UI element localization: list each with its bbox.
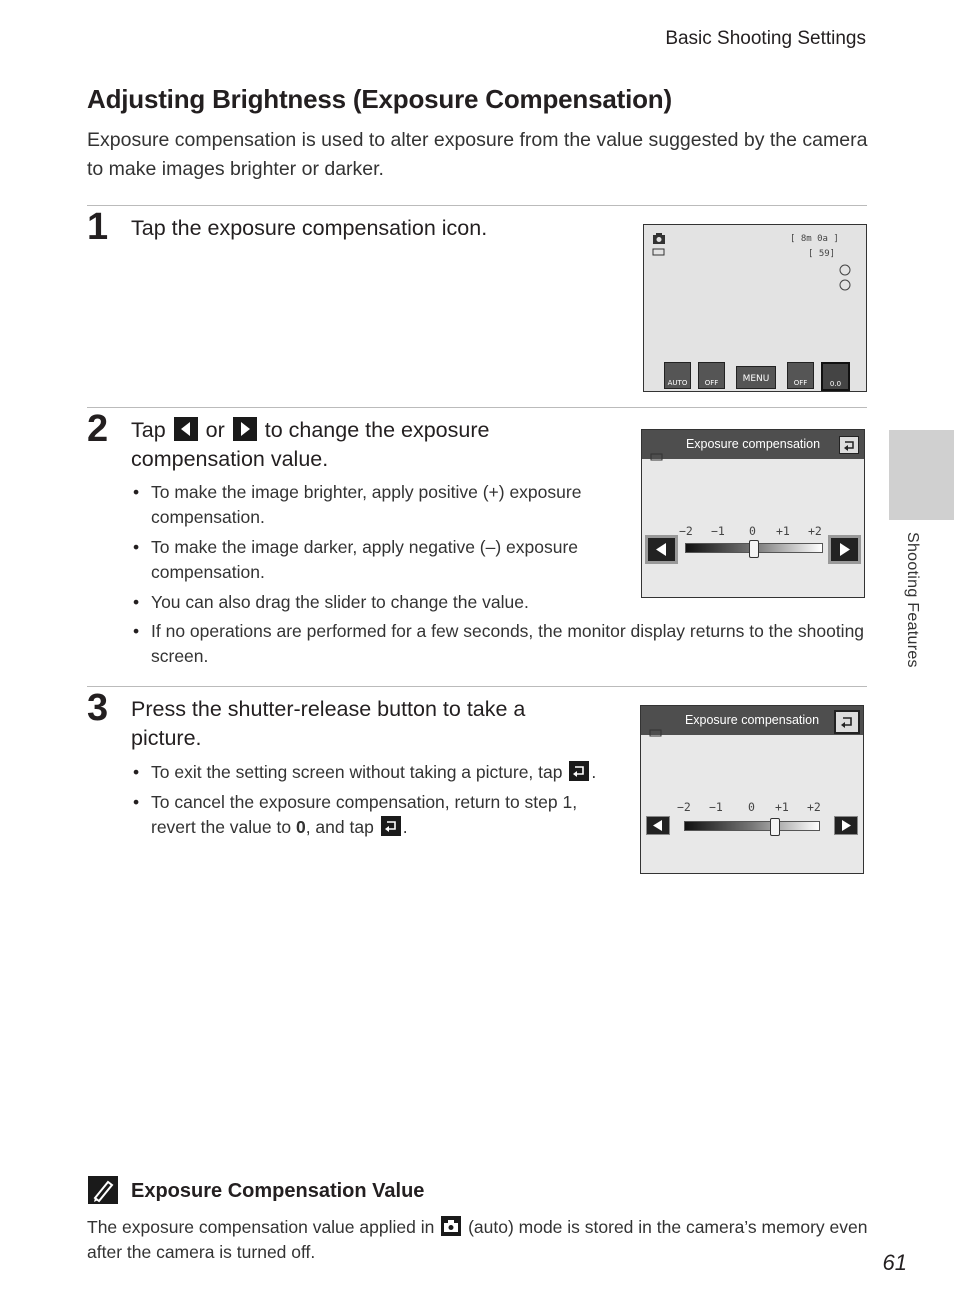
bullet-text: , and tap (305, 817, 374, 837)
flash-mode-button[interactable]: AUTO (664, 362, 691, 389)
right-arrow-icon (233, 417, 257, 441)
tick-label: 0 (748, 800, 755, 814)
exposure-compensation-screen-step-2 (641, 429, 865, 598)
tick-label: +2 (808, 524, 822, 538)
svg-text:[ 59]: [ 59] (808, 249, 836, 259)
list-item: • You can also drag the slider to change the value. (131, 590, 621, 615)
tick-label: +2 (807, 800, 821, 814)
exposure-compensation-button[interactable]: 0.0 (821, 362, 850, 391)
note-pencil-icon (88, 1176, 118, 1204)
bullet-bold-value: 0 (295, 817, 306, 837)
back-icon (569, 761, 589, 781)
tick-label: 0 (749, 524, 756, 538)
decrease-button[interactable] (646, 816, 670, 835)
exposure-slider-track[interactable] (684, 821, 820, 831)
step-2-bullets (131, 480, 621, 620)
increase-button[interactable] (828, 535, 861, 564)
divider (87, 407, 867, 408)
side-tab-label: Shooting Features (904, 532, 921, 668)
camera-shooting-screen (643, 224, 867, 392)
side-tab (889, 430, 954, 520)
step-2-bullets-continued (131, 619, 867, 674)
step-number: 1 (87, 206, 109, 248)
divider (87, 686, 867, 687)
left-arrow-icon (174, 417, 198, 441)
decrease-button[interactable] (645, 535, 678, 564)
macro-mode-button[interactable]: OFF (787, 362, 814, 389)
step-text-or: or (205, 418, 225, 442)
step-instruction: Press the shutter-release button to take a picture. (131, 697, 526, 750)
step-3-bullets (131, 760, 621, 845)
tick-label: +1 (775, 800, 789, 814)
tick-label: −2 (679, 524, 693, 538)
step-text-rest: to change the exposure compensation value. (131, 418, 490, 471)
tick-label: −1 (711, 524, 725, 538)
screen-title: Exposure compensation (684, 713, 820, 727)
page-title: Adjusting Brightness (Exposure Compensation) (87, 84, 672, 114)
step-instruction (131, 416, 551, 474)
tick-label: −2 (677, 800, 691, 814)
note-text: The exposure compensation value applied in (87, 1217, 435, 1237)
list-item: • To exit the setting screen without taking a picture, tap . (131, 760, 621, 785)
camera-auto-icon (441, 1216, 461, 1236)
step-number: 3 (87, 687, 109, 729)
slider-graphics (642, 430, 864, 597)
step-instruction: Tap the exposure compensation icon. (131, 216, 488, 240)
increase-button[interactable] (834, 816, 858, 835)
slider-graphics (641, 706, 863, 873)
exposure-compensation-screen-step-3 (640, 705, 864, 874)
page-number: 61 (882, 1250, 907, 1275)
list-item: • To cancel the exposure compensation, return to step 1, revert the value to 0, and tap . (131, 790, 621, 840)
list-item: • If no operations are performed for a few seconds, the monitor display returns to the shooting screen. (131, 619, 867, 669)
note-title: Exposure Compensation Value (131, 1180, 425, 1202)
step-text-tap: Tap (131, 418, 166, 442)
list-item: • To make the image brighter, apply positive (+) exposure compensation. (131, 480, 621, 530)
intro-paragraph: Exposure compensation is used to alter exposure from the value suggested by the camera to make images brighter or darker. (87, 129, 868, 180)
tick-label: +1 (776, 524, 790, 538)
self-timer-button[interactable]: OFF (698, 362, 725, 389)
svg-text:[ 8m 0a ]: [ 8m 0a ] (790, 234, 839, 244)
back-icon (381, 816, 401, 836)
exposure-slider-thumb[interactable] (770, 818, 780, 836)
list-item: • To make the image darker, apply negative (–) exposure compensation. (131, 535, 621, 585)
note-body (87, 1215, 877, 1265)
step-number: 2 (87, 408, 109, 450)
bullet-text: To cancel the exposure compensation, return to step 1, revert the value to (151, 792, 578, 837)
section-header: Basic Shooting Settings (665, 28, 866, 49)
note-text: (auto) mode is stored in the camera’s memory even after the camera is turned off. (87, 1217, 868, 1262)
bullet-text: To exit the setting screen without taking a picture, tap (151, 762, 563, 782)
divider (87, 205, 867, 206)
screen-title: Exposure compensation (685, 437, 821, 451)
tick-label: −1 (709, 800, 723, 814)
menu-button[interactable]: MENU (736, 366, 776, 389)
exposure-slider-thumb[interactable] (749, 540, 759, 558)
